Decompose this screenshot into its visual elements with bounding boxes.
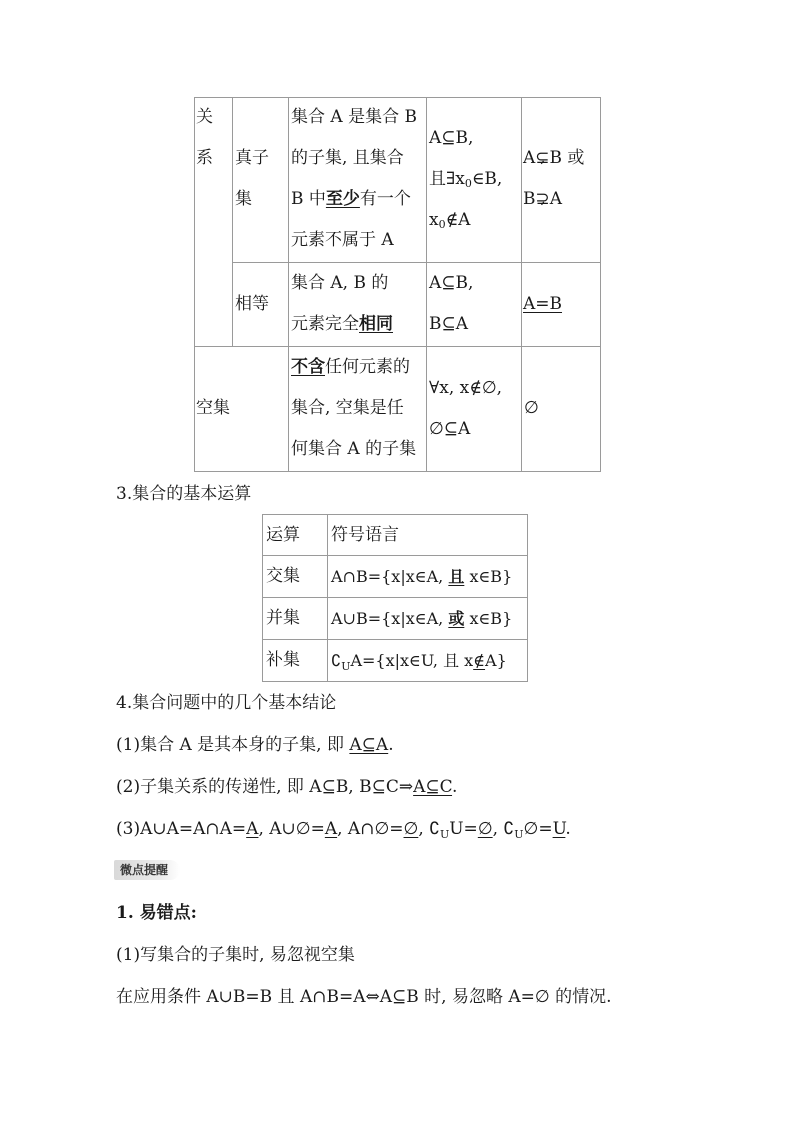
equal-definition: 元素完全相同 <box>291 314 393 334</box>
equal-symbol: B⊆A <box>429 314 469 334</box>
keyword-contains-none: 不含 <box>291 357 325 377</box>
conclusion-2: (2)子集关系的传递性, 即 A⊆B, B⊆C⇒A⊆C. <box>116 777 458 797</box>
proper-subset-symbol: A⊆B, <box>429 128 474 148</box>
proper-subset-symbol-icon: ⊊ <box>535 148 550 168</box>
proper-subset-notation: B⊋A <box>523 189 563 209</box>
tip-badge: 微点提醒 <box>114 860 180 880</box>
proper-subset-definition: 的子集, 且集合 <box>291 148 404 168</box>
conclusion-3: (3)A∪A=A∩A=A, A∪∅=A, A∩∅=∅, $∁_UU=\emptyset$, $∁_U\emptyset=U$. <box>116 819 571 841</box>
empty-set-definition: 何集合 A 的子集 <box>291 439 417 459</box>
proper-subset-definition: 元素不属于 A <box>291 230 394 250</box>
proper-subset-name: 真子 <box>235 148 269 168</box>
empty-set-symbol: ∅⊆A <box>429 419 471 439</box>
proper-superset-symbol-icon: ⊋ <box>535 189 550 209</box>
category-char: 系 <box>196 148 213 168</box>
proper-subset-definition: B 中至少有一个 <box>291 189 411 209</box>
proper-subset-notation: A⊊B 或 <box>523 148 585 168</box>
section3-heading: 3.集合的基本运算 <box>116 484 252 504</box>
ops-row-name: 并集 <box>266 608 300 628</box>
proper-subset-definition: 集合 A 是集合 B <box>291 107 417 127</box>
ops-row-name: 补集 <box>266 650 300 670</box>
ops-row-formula: A∪B={x|x∈A, 或 x∈B} <box>331 609 513 628</box>
empty-set-definition: 不含任何元素的 <box>291 357 410 377</box>
tip-line-1: (1)写集合的子集时, 易忽视空集 <box>116 945 355 965</box>
equal-symbol: A⊆B, <box>429 273 474 293</box>
ops-header-symbol: 符号语言 <box>331 525 399 545</box>
proper-subset-symbol: 且$\exists x_0\in B$, <box>429 169 503 190</box>
equal-notation: A=B <box>523 294 563 314</box>
keyword-at-least: 至少 <box>325 189 360 209</box>
empty-set-symbol: ∀x, x∉∅, <box>429 378 503 398</box>
category-char: 关 <box>196 107 213 127</box>
section4-heading: 4.集合问题中的几个基本结论 <box>116 693 337 713</box>
ops-row-formula: $∁_UA=\{x|x\in U$, 且 x∉A} <box>331 651 507 673</box>
ops-header-op: 运算 <box>266 525 300 545</box>
proper-subset-symbol: $x_0\notin A$ <box>429 210 471 231</box>
proper-subset-name: 集 <box>235 189 252 209</box>
empty-set-name: 空集 <box>196 398 230 418</box>
keyword-identical: 相同 <box>359 314 393 334</box>
conclusion-1: (1)集合 A 是其本身的子集, 即 A⊆A. <box>116 735 394 755</box>
equal-definition: 集合 A, B 的 <box>291 273 389 293</box>
tip-heading: 1. 易错点: <box>116 903 197 923</box>
tip-line-2: 在应用条件 A∪B=B 且 A∩B=A⇔A⊆B 时, 易忽略 A=∅ 的情况. <box>116 987 612 1007</box>
ops-row-name: 交集 <box>266 566 300 586</box>
empty-set-notation: ∅ <box>524 398 539 418</box>
ops-row-formula: A∩B={x|x∈A, 且 x∈B} <box>331 567 513 586</box>
empty-set-definition: 集合, 空集是任 <box>291 398 404 418</box>
equal-name: 相等 <box>235 294 269 314</box>
